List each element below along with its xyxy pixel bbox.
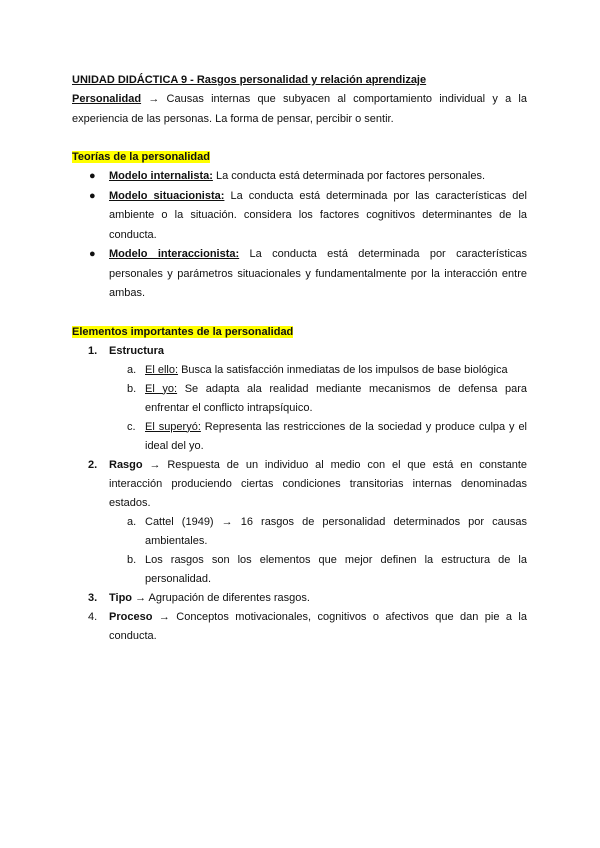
item-letter: a. <box>127 363 137 376</box>
structure-sublist <box>109 361 527 456</box>
element-text: → Conceptos motivacionales, cognitivos o afectivos que dan pie a la conducta. <box>109 610 527 642</box>
subitem-term: El yo: <box>145 382 178 395</box>
subitem-text: Se adapta ala realidad mediante mecanismos de defensa para enfrentar el conflicto intrapsíquico. <box>145 382 527 414</box>
definition-text: Causas internas que subyacen al comportamiento individual y a la experiencia de las personas. La forma de pensar, percibir o sentir. <box>72 93 527 125</box>
element-term: Proceso <box>109 610 153 623</box>
subitem-term: El superyó: <box>145 420 201 433</box>
element-text: → Agrupación de diferentes rasgos. <box>132 591 310 604</box>
section-heading-elements <box>72 323 527 342</box>
theory-term: Modelo internalista: <box>109 170 213 182</box>
element-text: → Respuesta de un individuo al medio con el que está en constante interacción produciendo ciertas condiciones transitorias internas denominadas estados. <box>109 458 527 509</box>
elements-list <box>72 342 527 646</box>
subitem-text: Los rasgos son los elementos que mejor definen la estructura de la personalidad. <box>145 553 527 585</box>
bullet-icon: ● <box>89 170 96 182</box>
subitem-text: Cattel (1949) → 16 rasgos de personalidad determinados por causas ambientales. <box>145 515 527 547</box>
theory-text: La conducta está determinada por factores personales. <box>212 170 486 182</box>
item-number: 3. <box>88 591 98 604</box>
bullet-icon: ● <box>89 248 96 260</box>
list-item <box>72 608 527 646</box>
list-item <box>72 589 527 608</box>
subitem-text: Busca la satisfacción inmediatas de los impulsos de base biológica <box>178 363 508 376</box>
elements-heading: Elementos importantes de la personalidad <box>72 325 294 338</box>
list-item <box>109 418 527 456</box>
subitem-term: El ello: <box>145 363 179 376</box>
theories-heading: Teorías de la personalidad <box>72 151 210 163</box>
element-term: Tipo <box>109 591 133 604</box>
bullet-icon: ● <box>89 189 96 202</box>
element-term: Rasgo <box>109 458 143 471</box>
list-item <box>109 361 527 380</box>
item-number: 2. <box>88 458 98 471</box>
personality-definition <box>72 90 527 129</box>
item-letter: b. <box>127 382 137 395</box>
item-number: 4. <box>88 610 98 623</box>
list-item <box>72 167 527 187</box>
list-item <box>72 187 527 246</box>
document-title: UNIDAD DIDÁCTICA 9 - Rasgos personalidad y relación aprendizaje <box>72 74 427 86</box>
theory-term: Modelo interaccionista: <box>109 248 240 260</box>
item-letter: b. <box>127 553 137 566</box>
section-heading-theories <box>72 148 527 167</box>
list-item <box>109 380 527 418</box>
definition-term: Personalidad <box>72 93 142 105</box>
list-item <box>72 456 527 589</box>
document-content <box>72 71 527 646</box>
subitem-text: Representa las restricciones de la sociedad y produce culpa y el ideal del yo. <box>145 420 528 452</box>
element-term: Estructura <box>109 344 165 357</box>
list-item <box>72 342 527 456</box>
theory-term: Modelo situacionista: <box>109 189 225 202</box>
theory-text: La conducta está determinada por las características del ambiente o la situación. considera los factores cognitivos determinantes de la conducta. <box>109 189 527 241</box>
list-item <box>109 551 527 589</box>
arrow-glyph: → <box>148 93 160 105</box>
theory-text: La conducta está determinada por características personales y parámetros situacionales y fundamentalmente por la interacción entre ambas. <box>109 248 527 299</box>
item-letter: a. <box>127 515 137 528</box>
list-item <box>72 245 527 304</box>
item-number: 1. <box>88 344 98 357</box>
list-item <box>109 513 527 551</box>
trait-sublist <box>109 513 527 589</box>
theories-list <box>72 167 527 304</box>
item-letter: c. <box>127 420 136 433</box>
